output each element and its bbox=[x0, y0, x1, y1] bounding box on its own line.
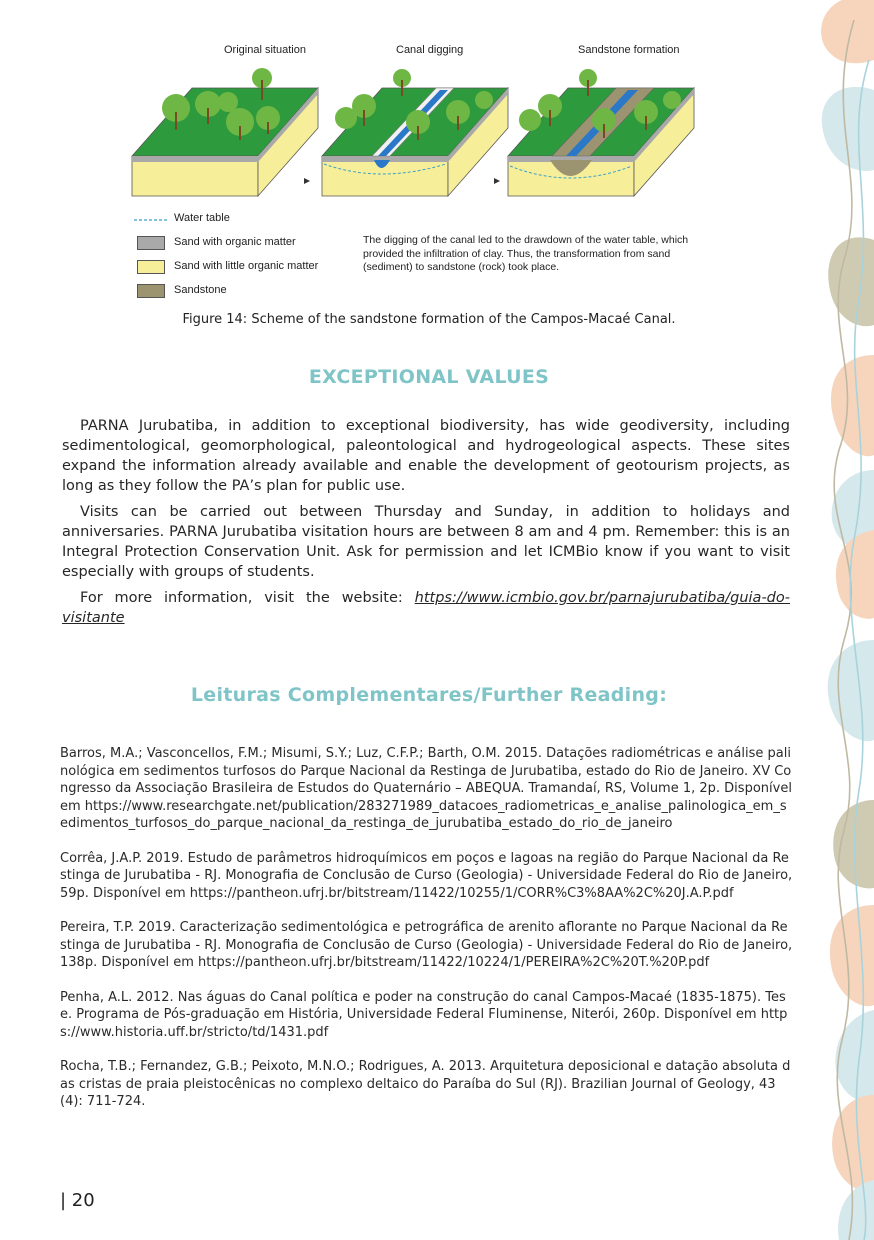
legend-swatch bbox=[137, 284, 165, 298]
paragraph-geodiversity: PARNA Jurubatiba, in addition to exceptional biodiversity, has wide geodiversity, including sedimentological, geomorphological, paleontological and hydrogeological aspects. These sites expand the information already available and enable the development of geotourism projects, as long as they follow the PA’s plan for public use. bbox=[62, 418, 790, 494]
section-heading-further-reading: Leituras Complementares/Further Reading: bbox=[190, 684, 668, 706]
reference-item: Corrêa, J.A.P. 2019. Estudo de parâmetros hidroquímicos em poços e lagoas na região do Parque Nacional da Restinga de Jurubatiba - RJ. Monografia de Conclusão de Curso (Geologia) - Universidade Federal do Rio de Janeiro, 59p. Disponível em https://pantheon.ufrj.br/bitstream/11422/10255/1/CORR%C3%8AA%2C%20J.A.P.pdf bbox=[60, 850, 793, 901]
legend-label: Sandstone bbox=[174, 284, 227, 296]
paragraph-visits: Visits can be carried out between Thursday and Sunday, in addition to holidays and anniversaries. PARNA Jurubatiba visitation hours are between 8 am and 4 pm. Remember: this is an Integral Protection Conservation Unit. Ask for permission and let ICMBio know if you want to visit especially with groups of students. bbox=[62, 504, 790, 580]
reference-item: Rocha, T.B.; Fernandez, G.B.; Peixoto, M.N.O.; Rodrigues, A. 2013. Arquitetura deposicional e datação absoluta das cristas de praia pleistocênicas no complexo deltaico do Paraíba do Sul (RJ). Brazilian Journal of Geology, 43(4): 711-724. bbox=[60, 1059, 791, 1109]
reference-item: Penha, A.L. 2012. Nas águas do Canal política e poder na construção do canal Campos-Macaé (1835-1875). Tese. Programa de Pós-graduação em História, Universidade Federal Fluminense, Niterói, 260p. Disponível em https://www.historia.uff.br/stricto/td/1431.pdf bbox=[60, 989, 788, 1040]
panel-title-original: Original situation bbox=[224, 44, 306, 56]
decorative-side-pattern bbox=[814, 0, 874, 1240]
visitor-guide-link[interactable]: https://www.icmbio.gov.br/parnajurubatiba/guia-do-visitante bbox=[62, 590, 790, 626]
legend-label: Water table bbox=[174, 212, 230, 224]
page-number: | 20 bbox=[60, 1190, 95, 1211]
block-diagrams bbox=[128, 60, 728, 230]
section-heading-exceptional-values: EXCEPTIONAL VALUES bbox=[308, 366, 550, 388]
legend-swatch bbox=[137, 236, 165, 250]
legend-swatch bbox=[137, 260, 165, 274]
paragraph-more-info bbox=[62, 588, 790, 628]
block-original bbox=[132, 68, 318, 196]
panel-title-canal: Canal digging bbox=[396, 44, 464, 56]
legend-label: Sand with little organic matter bbox=[174, 260, 319, 272]
reference-list bbox=[60, 745, 794, 1128]
panel-title-sandstone: Sandstone formation bbox=[578, 44, 680, 56]
reference-item: Barros, M.A.; Vasconcellos, F.M.; Misumi, S.Y.; Luz, C.F.P.; Barth, O.M. 2015. Datações radiométricas e análise palinológica em sedimentos turfosos do Parque Nacional da Restinga de Jurubatiba, estado do Rio de Janeiro. XV Congresso da Associação Brasileira de Estudos do Quaternário – ABEQUA. Tramandaí, RS, Volume 1, 2p. Disponível em https://www.researchgate.net/publication/283271989_datacoes_radiometricas_e_analise_palinologica_em_sedimentos_turfosos_do_parque_nacional_da_restinga_de_jurubatiba_estado_do_rio_de_janeiro bbox=[60, 746, 792, 831]
reference-item: Pereira, T.P. 2019. Caracterização sedimentológica e petrográfica de arenito aflorante no Parque Nacional da Restinga de Jurubatiba - RJ. Monografia de Conclusão de Curso (Geologia) - Universidade Federal do Rio de Janeiro, 138p. Disponível em https://pantheon.ufrj.br/bitstream/11422/10224/1/PEREIRA%2C%20T.%20P.pdf bbox=[60, 920, 793, 970]
more-info-text: For more information, visit the website: bbox=[80, 590, 415, 606]
figure-caption: Figure 14: Scheme of the sandstone formation of the Campos-Macaé Canal. bbox=[182, 312, 676, 327]
legend-label: Sand with organic matter bbox=[174, 236, 296, 248]
figure-note: The digging of the canal led to the drawdown of the water table, which provided the infiltration of clay. Thus, the transformation from sand (sediment) to sandstone (rock) took place. bbox=[363, 234, 689, 273]
water-table-line-icon bbox=[134, 215, 168, 225]
block-canal bbox=[322, 69, 508, 196]
block-sandstone bbox=[508, 69, 694, 196]
